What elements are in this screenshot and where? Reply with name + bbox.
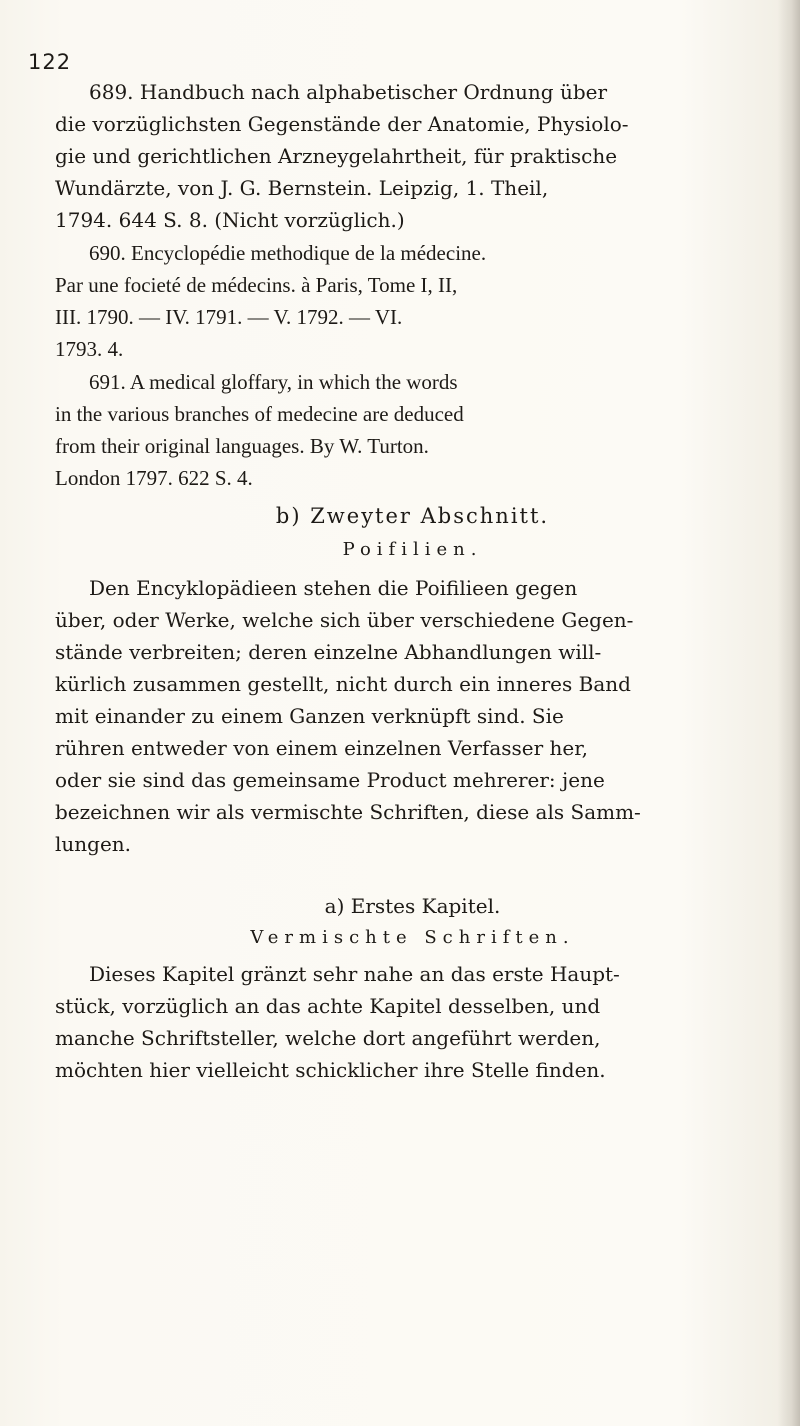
entry-line: 690. Encyclopédie methodique de la médecine. — [89, 241, 487, 265]
entry-line: 691. A medical gloffary, in which the words — [89, 370, 458, 394]
entry-690 — [55, 237, 770, 365]
section-heading: b) Zweyter Abschnitt. — [275, 504, 550, 528]
entry-line: 1793. 4. — [55, 337, 124, 361]
paragraph-line: manche Schriftsteller, welche dort angeführt werden, — [55, 1026, 601, 1050]
entry-689 — [55, 76, 770, 236]
chapter-paragraph — [55, 958, 770, 1086]
paragraph-line: Dieses Kapitel gränzt sehr nahe an das erste Haupt- — [89, 962, 620, 986]
entry-line: Par une focieté de médecins. à Paris, Tome I, II, — [55, 273, 458, 297]
paragraph-line: lungen. — [55, 832, 132, 856]
paragraph-line: mit einander zu einem Ganzen verknüpft sind. Sie — [55, 704, 564, 728]
chapter-subheading: Vermischte Schriften. — [250, 927, 575, 948]
page-edge-shadow — [778, 0, 800, 1426]
entry-line: from their original languages. By W. Turton. — [55, 434, 429, 458]
paragraph-line: möchten hier vielleicht schicklicher ihre Stelle finden. — [55, 1058, 606, 1082]
paragraph-line: kürlich zusammen gestellt, nicht durch ein inneres Band — [55, 672, 631, 696]
entry-line: die vorzüglichsten Gegenstände der Anatomie, Physiolo- — [55, 112, 629, 136]
paragraph-line: über, oder Werke, welche sich über verschiedene Gegen- — [55, 608, 634, 632]
entry-line: 1794. 644 S. 8. (Nicht vorzüglich.) — [55, 208, 405, 232]
paragraph-line: Den Encyklopädieen stehen die Poifilieen gegen — [89, 576, 578, 600]
entry-line: 689. Handbuch nach alphabetischer Ordnung über — [89, 80, 608, 104]
section-paragraph — [55, 572, 770, 860]
entry-line: Wundärzte, von J. G. Bernstein. Leipzig, 1. Theil, — [55, 176, 549, 200]
paragraph-line: rühren entweder von einem einzelnen Verfasser her, — [55, 736, 588, 760]
entry-line: London 1797. 622 S. 4. — [55, 466, 253, 490]
entry-line: in the various branches of medecine are deduced — [55, 402, 464, 426]
paragraph-line: stände verbreiten; deren einzelne Abhandlungen will- — [55, 640, 602, 664]
entry-line: III. 1790. — IV. 1791. — V. 1792. — VI. — [55, 305, 403, 329]
page-number: 122 — [28, 50, 72, 74]
paragraph-line: stück, vorzüglich an das achte Kapitel desselben, und — [55, 994, 601, 1018]
paragraph-line: oder sie sind das gemeinsame Product mehrerer: jene — [55, 768, 605, 792]
entry-691 — [55, 366, 770, 494]
section-subheading: Poifilien. — [342, 539, 483, 560]
paragraph-line: bezeichnen wir als vermischte Schriften, diese als Samm- — [55, 800, 641, 824]
chapter-heading: a) Erstes Kapitel. — [324, 894, 501, 918]
entry-line: gie und gerichtlichen Arzneygelahrtheit, für praktische — [55, 144, 618, 168]
